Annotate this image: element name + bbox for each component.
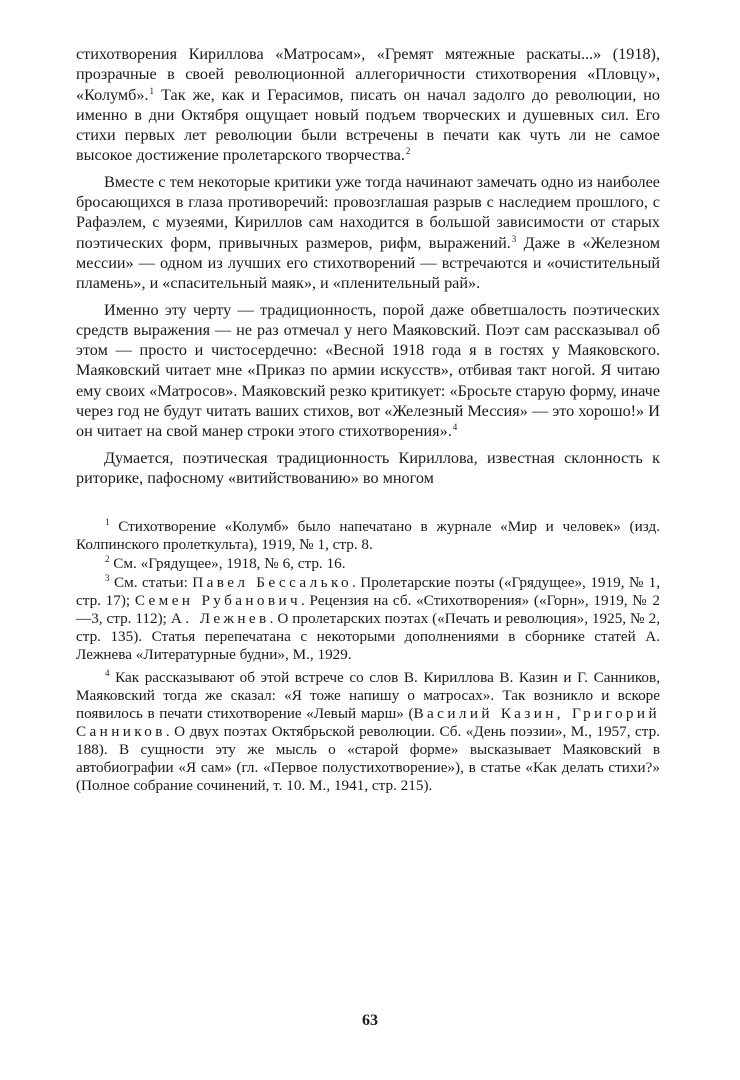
paragraph-4 (76, 448, 660, 489)
paragraph-text: Вместе с тем некоторые критики уже тогда начинают замечать одно из наиболее бросающихся в глаза противоречий: провозглашая разрыв с наследием прошлого, с Рафаэлем, с музеями, Кириллов сам находится в большой зависимости от старых поэтических форм, привычных размеров, рифм, выражений. (76, 172, 660, 252)
footnote-text: См. статьи: (109, 574, 193, 592)
footnote-ref-3: 3 (511, 233, 517, 244)
author-name: А. Лежнев (170, 610, 270, 628)
footnote-text: См. «Грядущее», 1918, № 6, стр. 16. (109, 555, 346, 573)
footnote-number: 3 (105, 573, 110, 584)
paragraph-text: стихотворения Кириллова «Матросам», «Гремят мятежные раскаты...» (1918), прозрачные в своей революционной аллегоричности стихотворения «Пловцу», «Колумб». (76, 45, 660, 104)
footnote-ref-2: 2 (405, 146, 411, 157)
footnote-number: 4 (105, 668, 110, 679)
paragraph-3 (76, 300, 660, 442)
author-name: Павел Бессалько (192, 574, 352, 592)
author-name: Семен Рубанович (134, 592, 302, 610)
footnote-2 (76, 555, 660, 573)
paragraph-text: Именно эту черту — традиционность, порой даже обветшалость поэтических средств выражения — не раз отмечал у него Маяковский. Поэт сам рассказывал об этом — просто и чистосердечно: «Весной 1918 года я в гостях у Маяковского. Маяковский читает мне «Приказ по армии искусств», отбивая такт ногой. Я читаю ему своих «Матросов». Маяковский резко критикует: «Бросьте старую форму, иначе через год не будут читать ваших стихов, вот «Железный Мессия» — это хорошо!» И он читает на свой манер строки этого стихотворения». (76, 300, 660, 441)
footnote-1 (76, 518, 660, 554)
footnote-text: . О двух поэтах Октябрьской революции. Сб. «День поэзии», М., 1957, стр. 188). В сущности эту же мысль о «старой форме» высказывает Маяковский в автобиографии «Я сам» (гл. «Первое полустихотворение»), в статье «Как делать стихи?» (Полное собрание сочинений, т. 10. М., 1941, стр. 215). (76, 723, 660, 795)
footnote-text: . Рецензия на сб. «Стихотворения» («Горн», 1919, № 2—3, стр. 112); (76, 592, 660, 628)
author-name: Василий Казин, Григорий Санников (76, 705, 660, 741)
footnote-text: . Пролетарские поэты («Грядущее», 1919, № 1, стр. 17); (76, 574, 660, 610)
paragraph-2 (76, 172, 660, 294)
book-page (76, 44, 660, 795)
paragraph-text: Так же, как и Герасимов, писать он начал задолго до революции, но именно в дни Октября ощущает новый подъем творческих и душевных сил. Его стихи первых лет революции были встречены в печати как чуть ли не самое высокое достижение пролетарского творчества. (76, 85, 660, 165)
paragraph-text: Думается, поэтическая традиционность Кириллова, известная склонность к риторике, пафосному «витийствованию» во многом (76, 448, 660, 487)
footnote-4 (76, 669, 660, 795)
footnote-number: 1 (105, 517, 110, 528)
page-number: 63 (362, 1012, 378, 1029)
footnote-text: . О пролетарских поэтах («Печать и революция», 1925, № 2, стр. 135). Статья перепечатана с некоторыми дополнениями в сборнике статей А. Лежнева «Литературные будни», М., 1929. (76, 610, 660, 664)
paragraph-text: Даже в «Железном мессии» — одном из лучших его стихотворений — встречаются и «очистительный пламень», и «спасительный маяк», и «пленительный рай». (76, 233, 660, 293)
footnote-3 (76, 574, 660, 664)
footnote-text: Стихотворение «Колумб» было напечатано в журнале «Мир и человек» (изд. Колпинского пролеткульта), 1919, № 1, стр. 8. (76, 518, 660, 554)
footnote-text: Как рассказывают об этой встрече со слов В. Кириллова В. Казин и Г. Санников, Маяковский тогда же сказал: «Я тоже напишу о матросах». Так возникло и вскоре появилось в печати стихотворение «Левый марш» ( (76, 669, 660, 723)
footnote-ref-1: 1 (149, 85, 155, 96)
paragraph-1 (76, 44, 660, 166)
footnote-ref-4: 4 (452, 422, 458, 433)
footnote-number: 2 (105, 554, 110, 565)
